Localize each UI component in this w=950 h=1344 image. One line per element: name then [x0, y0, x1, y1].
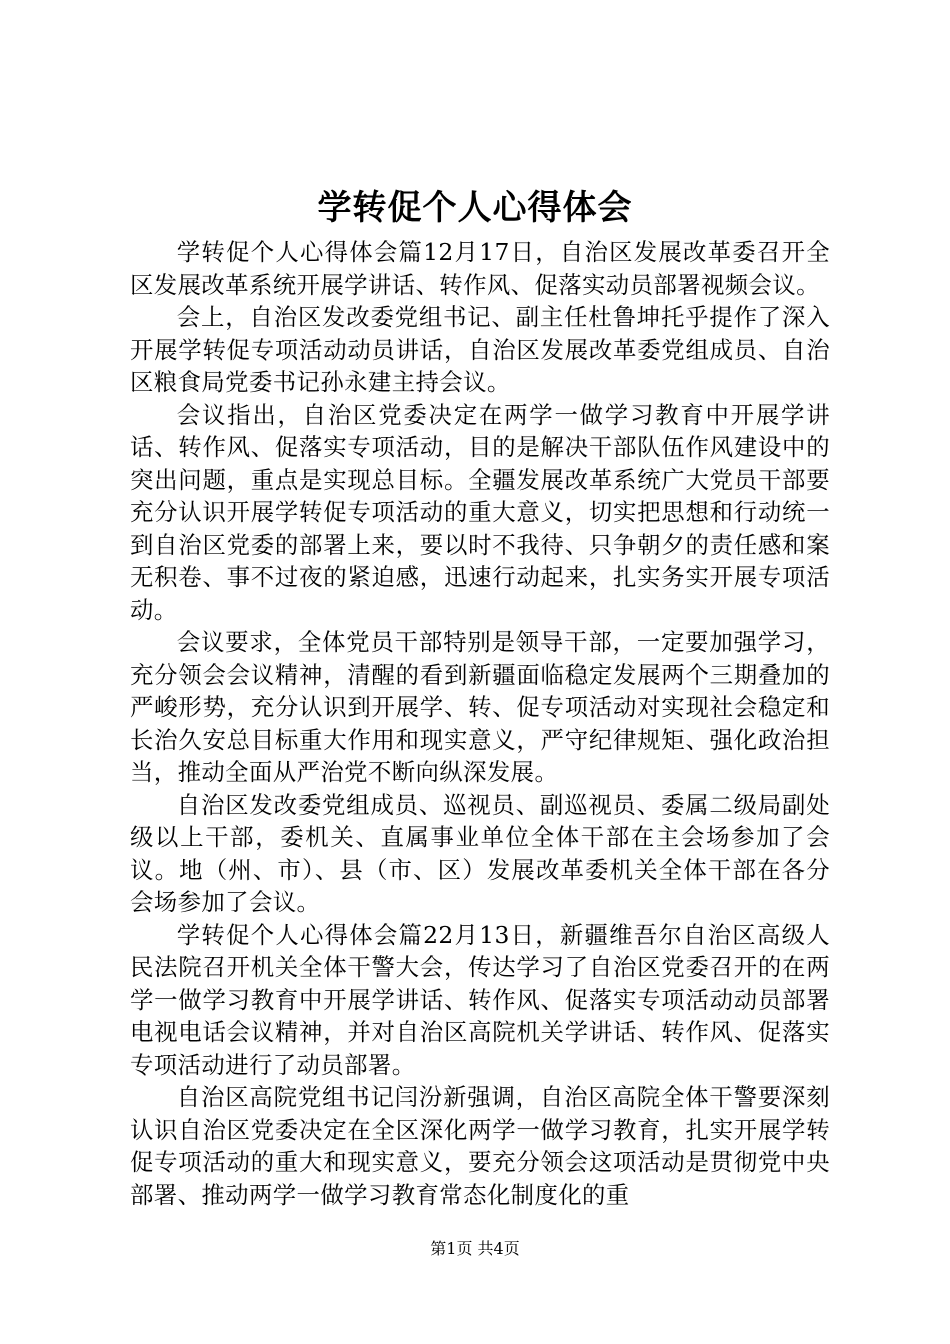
page-number-footer: 第1页 共4页	[430, 1239, 520, 1258]
paragraph: 会议要求，全体党员干部特别是领导干部，一定要加强学习，充分领会会议精神，清醒的看到新疆面临稳定发展两个三期叠加的严峻形势，充分认识到开展学、转、促专项活动对实现社会稳定和长治久安总目标重大作用和现实意义，严守纪律规矩、强化政治担当，推动全面从严治党不断向纵深发展。	[130, 628, 830, 786]
paragraph: 会上，自治区发改委党组书记、副主任杜鲁坤托乎提作了深入开展学转促专项活动动员讲话，自治区发展改革委党组成员、自治区粮食局党委书记孙永建主持会议。	[130, 303, 830, 396]
paragraph: 自治区高院党组书记闫汾新强调，自治区高院全体干警要深刻认识自治区党委决定在全区深化两学一做学习教育，扎实开展学转促专项活动的重大和现实意义，要充分领会这项活动是贯彻党中央部署、推动两学一做学习教育常态化制度化的重	[130, 1083, 830, 1209]
paragraph: 学转促个人心得体会篇12月17日，自治区发展改革委召开全区发展改革系统开展学讲话、转作风、促落实动员部署视频会议。	[130, 238, 830, 299]
paragraph: 学转促个人心得体会篇22月13日，新疆维吾尔自治区高级人民法院召开机关全体干警大会，传达学习了自治区党委召开的在两学一做学习教育中开展学讲话、转作风、促落实专项活动动员部署电视电话会议精神，并对自治区高院机关学讲话、转作风、促落实专项活动进行了动员部署。	[130, 920, 830, 1079]
paragraph: 会议指出，自治区党委决定在两学一做学习教育中开展学讲话、转作风、促落实专项活动，目的是解决干部队伍作风建设中的突出问题，重点是实现总目标。全疆发展改革系统广大党员干部要充分认识开展学转促专项活动的重大意义，切实把思想和行动统一到自治区党委的部署上来，要以时不我待、只争朝夕的责任感和案无积卷、事不过夜的紧迫感，迅速行动起来，扎实务实开展专项活动。	[130, 400, 830, 624]
document-body	[130, 236, 830, 1211]
paragraph: 自治区发改委党组成员、巡视员、副巡视员、委属二级局副处级以上干部，委机关、直属事业单位全体干部在主会场参加了会议。地（州、市）、县（市、区）发展改革委机关全体干部在各分会场参加了会议。	[130, 790, 830, 916]
document-title: 学转促个人心得体会	[317, 188, 633, 228]
